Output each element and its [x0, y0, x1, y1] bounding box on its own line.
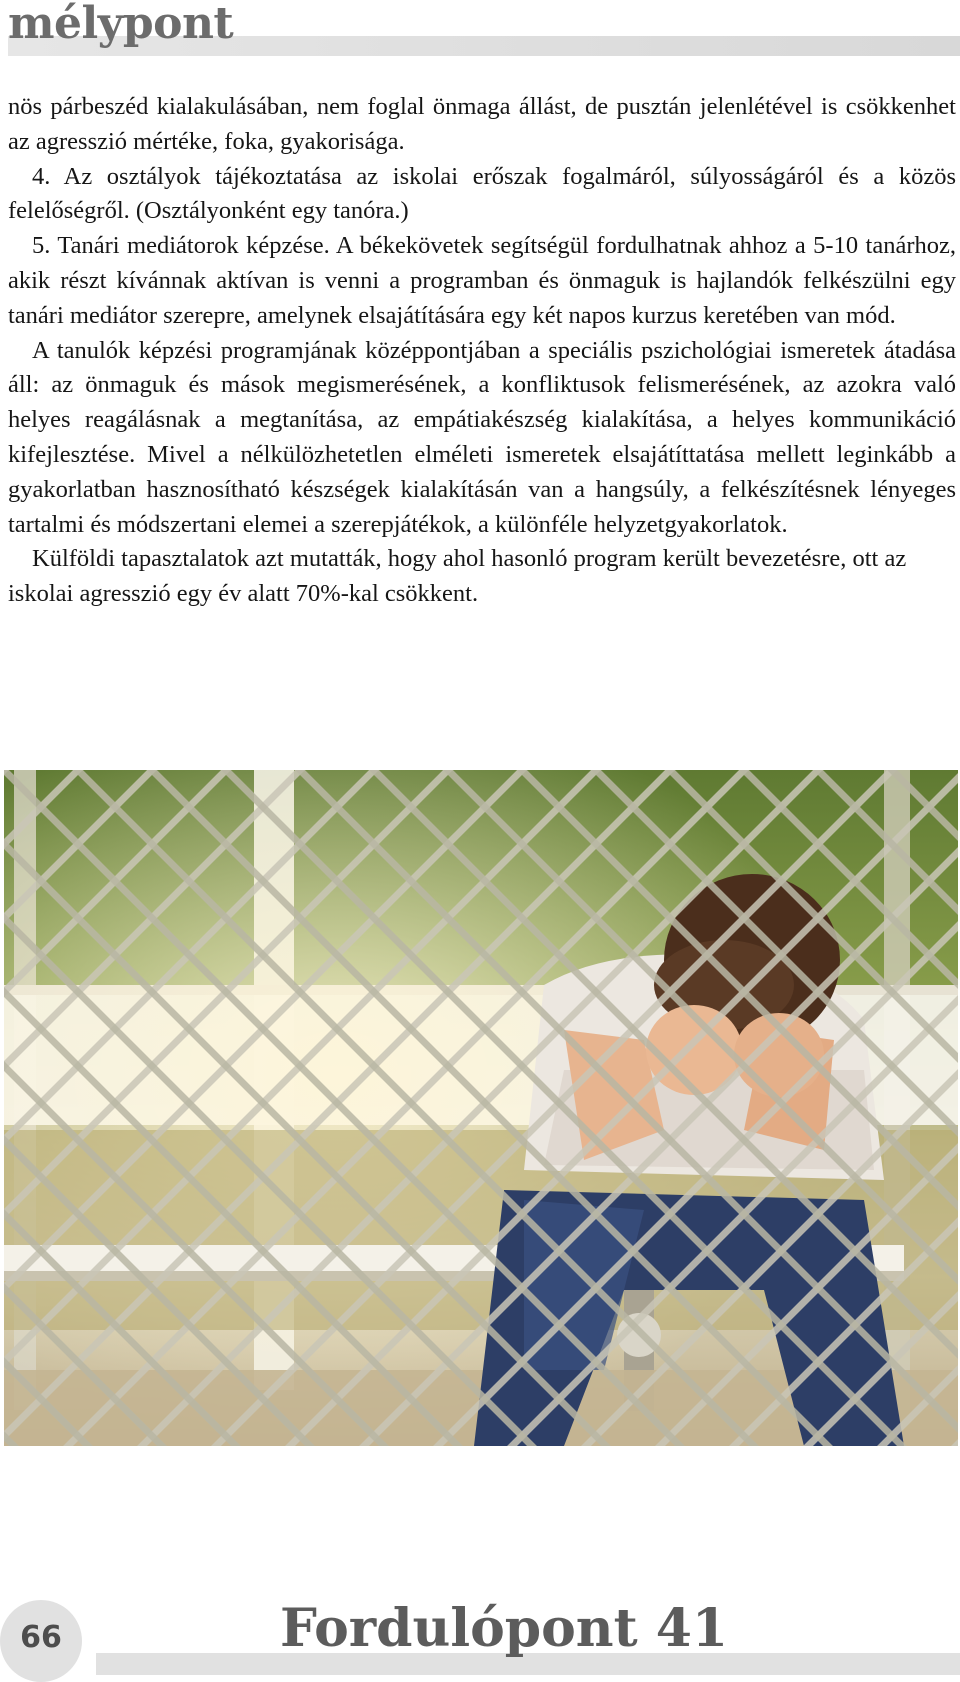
page-footer	[0, 1590, 960, 1680]
photo-illustration	[4, 770, 958, 1446]
list-item: 5. Tanári mediátorok képzése. A békekövetek segítségül fordulhatnak ahhoz a 5-10 tanárhoz, akik részt kívánnak aktívan is venni a programban és önmaguk is hajlandók felkészülni egy tanári mediátor szerepre, amelynek elsajátítására egy két napos kurzus keretében van mód.	[8, 232, 956, 329]
publication-title: Fordulópont 41	[280, 1598, 729, 1659]
page-number: 66	[20, 1620, 62, 1655]
section-title: mélypont	[8, 0, 234, 49]
list-item: 4. Az osztályok tájékoztatása az iskolai erőszak fogalmáról, súlyosságáról és a közös felelőségről. (Osztályonként egy tanóra.)	[8, 162, 956, 225]
page-header	[8, 0, 960, 60]
paragraph: Külföldi tapasztalatok azt mutatták, hogy ahol hasonló program került bevezetésre, ott az iskolai agresszió egy év alatt 70%-kal csökkent.	[8, 545, 907, 608]
paragraph: A tanulók képzési programjának középpontjában a speciális pszichológiai ismeretek átadása áll: az önmaguk és mások megismerésének, a konfliktusok felismerésének, az azokra való helyes reagálásnak a megtanítása, az empátiakészség kialakítása, a helyes kommunikáció kifejlesztése. Mivel a nélkülözhetetlen elméleti ismeretek elsajátíttatása mellett leginkább a gyakorlatban hasznosítható készségek kialakításán van a hangsúly, a felkészítésnek lényeges tartalmi és módszertani elemei a szerepjátékok, a különféle helyzetgyakorlatok.	[8, 336, 956, 538]
article-body	[8, 90, 956, 612]
paragraph: nös párbeszéd kialakulásában, nem foglal önmaga állást, de pusztán jelenlétével is csökkenhet az agresszió mértéke, foka, gyakorisága.	[8, 93, 956, 155]
photo-boy-behind-fence	[4, 770, 958, 1446]
